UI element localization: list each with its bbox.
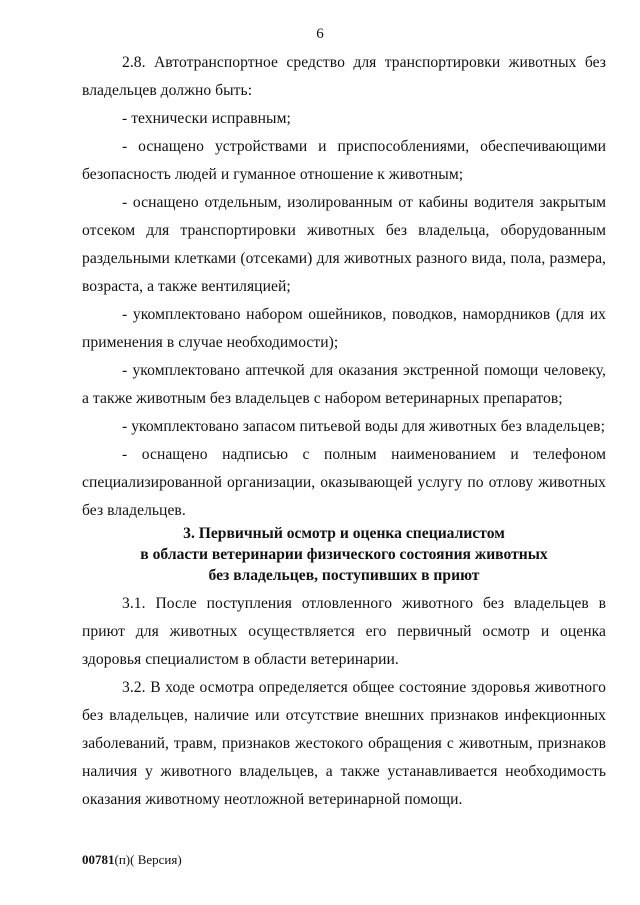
- heading-line: в области ветеринарии физического состояния животных: [140, 546, 548, 563]
- list-item: - оснащено устройствами и приспособлениями, обеспечивающими безопасность людей и гуманное отношение к животным;: [82, 138, 606, 183]
- heading-line: без владельцев, поступивших в приют: [208, 567, 480, 584]
- list-item: - оснащено надписью с полным наименованием и телефоном специализированной организации, оказывающей услугу по отлову животных без владельцев.: [82, 446, 606, 519]
- list-item: - укомплектовано запасом питьевой воды для животных без владельцев;: [122, 418, 605, 435]
- document-code: 00781: [82, 852, 115, 867]
- list-item: - укомплектовано аптечкой для оказания экстренной помощи человеку, а также животным без владельцев с набором ветеринарных препаратов;: [82, 362, 606, 407]
- section-3-heading: [82, 523, 606, 586]
- paragraph-3-1: 3.1. После поступления отловленного животного без владельцев в приют для животных осуществляется его первичный осмотр и оценка здоровья специалистом в области ветеринарии.: [82, 595, 606, 668]
- page-number: 6: [316, 26, 324, 42]
- list-item: - укомплектовано набором ошейников, поводков, намордников (для их применения в случае необходимости);: [82, 306, 606, 351]
- paragraph-2-8: 2.8. Автотранспортное средство для транспортировки животных без владельцев должно быть:: [82, 54, 606, 99]
- list-item: - технически исправным;: [122, 110, 291, 127]
- heading-line: 3. Первичный осмотр и оценка специалистом: [183, 525, 505, 542]
- section-2-text: [82, 49, 606, 525]
- document-version-suffix: (п)( Версия): [114, 852, 182, 867]
- paragraph-3-2: 3.2. В ходе осмотра определяется общее состояние здоровья животного без владельцев, наличие или отсутствие внешних признаков инфекционных заболеваний, травм, признаков жестокого обращения с животным, признаков наличия у животного владельцев, а также устанавливается необходимость оказания животному неотложной ветеринарной помощи.: [82, 679, 606, 808]
- list-item: - оснащено отдельным, изолированным от кабины водителя закрытым отсеком для транспортировки животных без владельца, оборудованным раздельными клетками (отсеками) для животных разного вида, пола, размера, возраста, а также вентиляцией;: [82, 194, 606, 295]
- document-version-code: [82, 852, 182, 868]
- section-3-text: [82, 590, 606, 814]
